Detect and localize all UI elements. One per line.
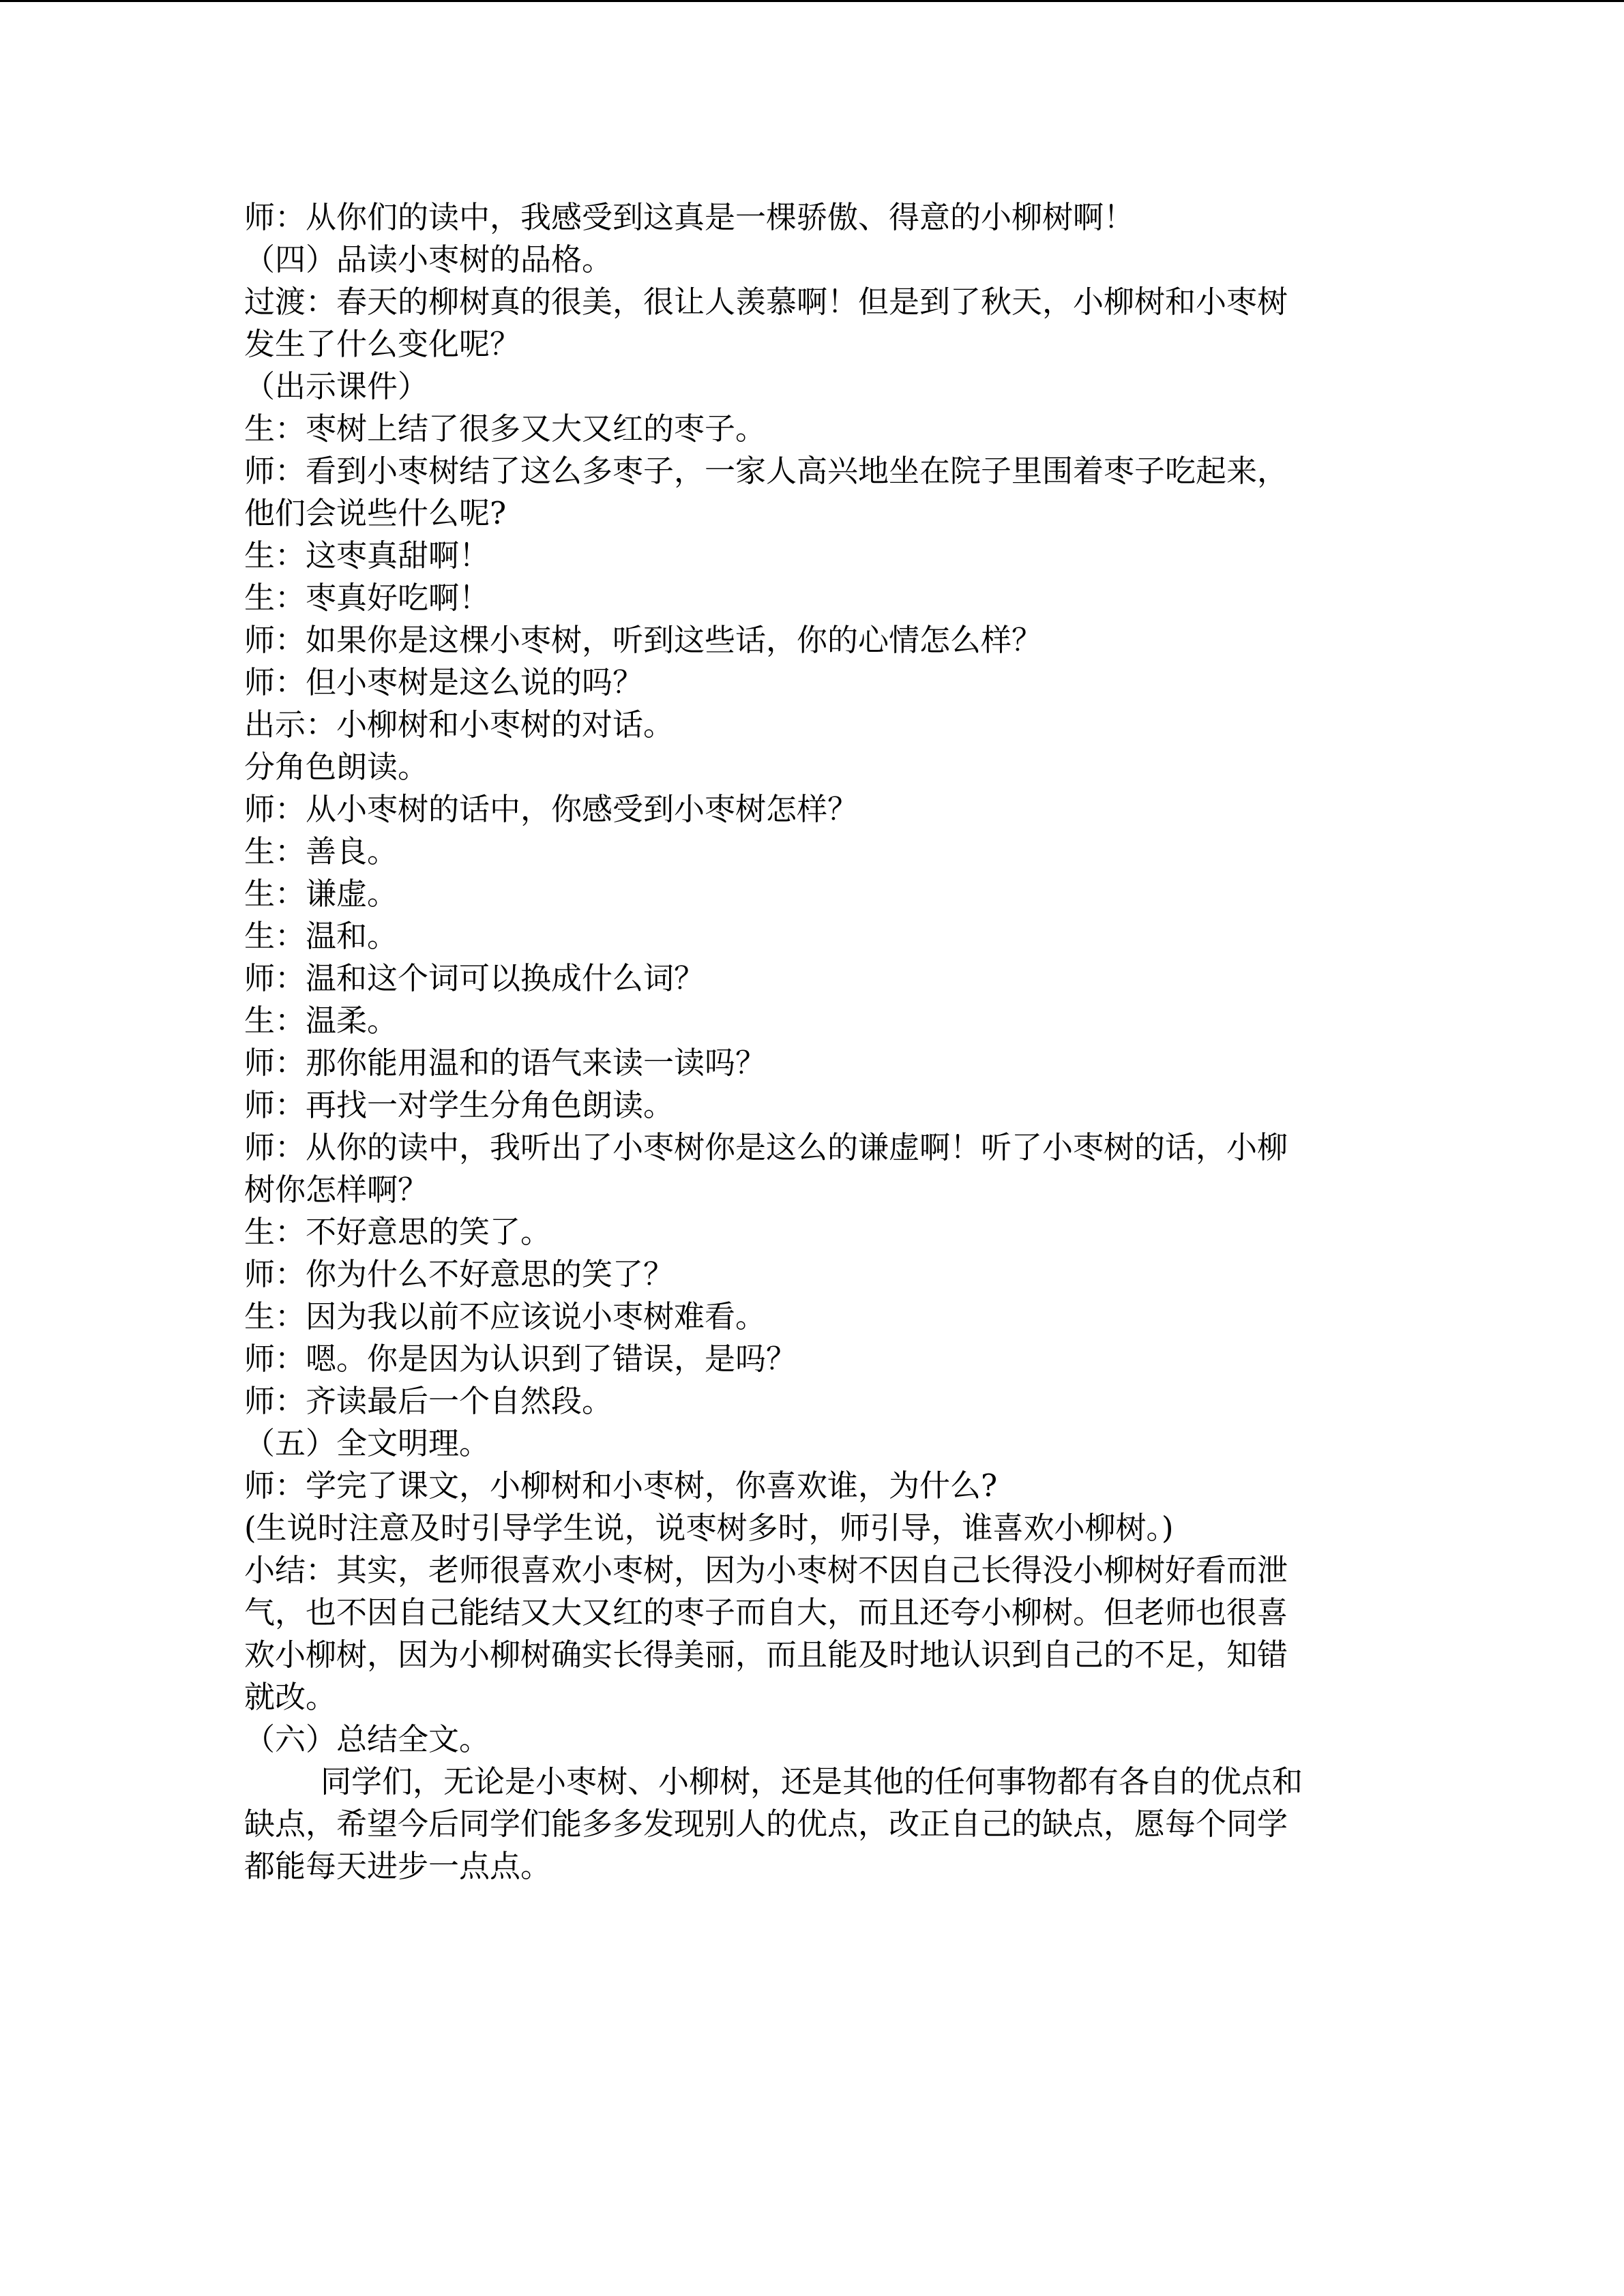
text-line: 都能每天进步一点点。 bbox=[244, 1848, 552, 1884]
text-line: 师：学完了课文，小柳树和小枣树，你喜欢谁，为什么? bbox=[244, 1467, 998, 1504]
text-line: 师：再找一对学生分角色朗读。 bbox=[244, 1087, 675, 1123]
text-line: 同学们，无论是小枣树、小柳树，还是其他的任何事物都有各自的优点和 bbox=[321, 1763, 1303, 1800]
text-line: 就改。 bbox=[244, 1679, 337, 1715]
text-line: 生：枣真好吃啊！ bbox=[244, 580, 490, 616]
text-line: 生：不好意思的笑了。 bbox=[244, 1214, 552, 1250]
text-line: 生：温柔。 bbox=[244, 1002, 398, 1039]
section-heading: （四）品读小枣树的品格。 bbox=[244, 241, 613, 278]
text-line: 缺点，希望今后同学们能多多发现别人的优点，改正自己的缺点，愿每个同学 bbox=[244, 1806, 1288, 1842]
text-line: (生说时注意及时引导学生说，说枣树多时，师引导，谁喜欢小柳树。) bbox=[244, 1510, 1174, 1546]
text-line: 师：温和这个词可以换成什么词？ bbox=[244, 960, 705, 996]
text-line: 师：但小枣树是这么说的吗？ bbox=[244, 664, 644, 700]
text-line: 师：看到小枣树结了这么多枣子，一家人高兴地坐在院子里围着枣子吃起来， bbox=[244, 453, 1288, 489]
text-line: 师：从你的读中，我听出了小枣树你是这么的谦虚啊！听了小枣树的话，小柳 bbox=[244, 1129, 1288, 1165]
text-line: 师：从你们的读中，我感受到这真是一棵骄傲、得意的小柳树啊！ bbox=[244, 199, 1135, 235]
text-line: 过渡：春天的柳树真的很美，很让人羡慕啊！但是到了秋天，小柳树和小枣树 bbox=[244, 284, 1288, 320]
text-line: 树你怎样啊？ bbox=[244, 1172, 429, 1208]
document-body bbox=[244, 196, 1380, 1888]
text-line: 师：嗯。你是因为认识到了错误，是吗？ bbox=[244, 1341, 797, 1377]
text-line: 生：善良。 bbox=[244, 833, 398, 869]
text-line: 师：你为什么不好意思的笑了？ bbox=[244, 1256, 675, 1292]
text-line: 生：这枣真甜啊！ bbox=[244, 537, 490, 573]
text-line: （出示课件） bbox=[244, 368, 429, 404]
text-line: 师：从小枣树的话中，你感受到小枣树怎样？ bbox=[244, 791, 859, 827]
text-line: 出示：小柳树和小枣树的对话。 bbox=[244, 706, 675, 743]
text-line: 生：因为我以前不应该说小枣树难看。 bbox=[244, 1298, 767, 1335]
text-line: 师：齐读最后一个自然段。 bbox=[244, 1383, 613, 1419]
text-line: 生：谦虚。 bbox=[244, 876, 398, 912]
section-heading: （六）总结全文。 bbox=[244, 1721, 490, 1757]
text-line: 师：如果你是这棵小枣树，听到这些话，你的心情怎么样？ bbox=[244, 622, 1043, 658]
text-line: 小结：其实，老师很喜欢小枣树，因为小枣树不因自己长得没小柳树好看而泄 bbox=[244, 1552, 1288, 1588]
text-line: 生：枣树上结了很多又大又红的枣子。 bbox=[244, 411, 767, 447]
section-heading: （五）全文明理。 bbox=[244, 1425, 490, 1461]
text-line: 气，也不因自己能结又大又红的枣子而自大，而且还夸小柳树。但老师也很喜 bbox=[244, 1594, 1288, 1630]
text-line: 发生了什么变化呢？ bbox=[244, 326, 521, 362]
text-line: 生：温和。 bbox=[244, 918, 398, 954]
text-line: 他们会说些什么呢? bbox=[244, 495, 507, 531]
text-line: 分角色朗读。 bbox=[244, 749, 429, 785]
text-line: 欢小柳树，因为小柳树确实长得美丽，而且能及时地认识到自己的不足，知错 bbox=[244, 1637, 1288, 1673]
text-line: 师：那你能用温和的语气来读一读吗？ bbox=[244, 1045, 767, 1081]
